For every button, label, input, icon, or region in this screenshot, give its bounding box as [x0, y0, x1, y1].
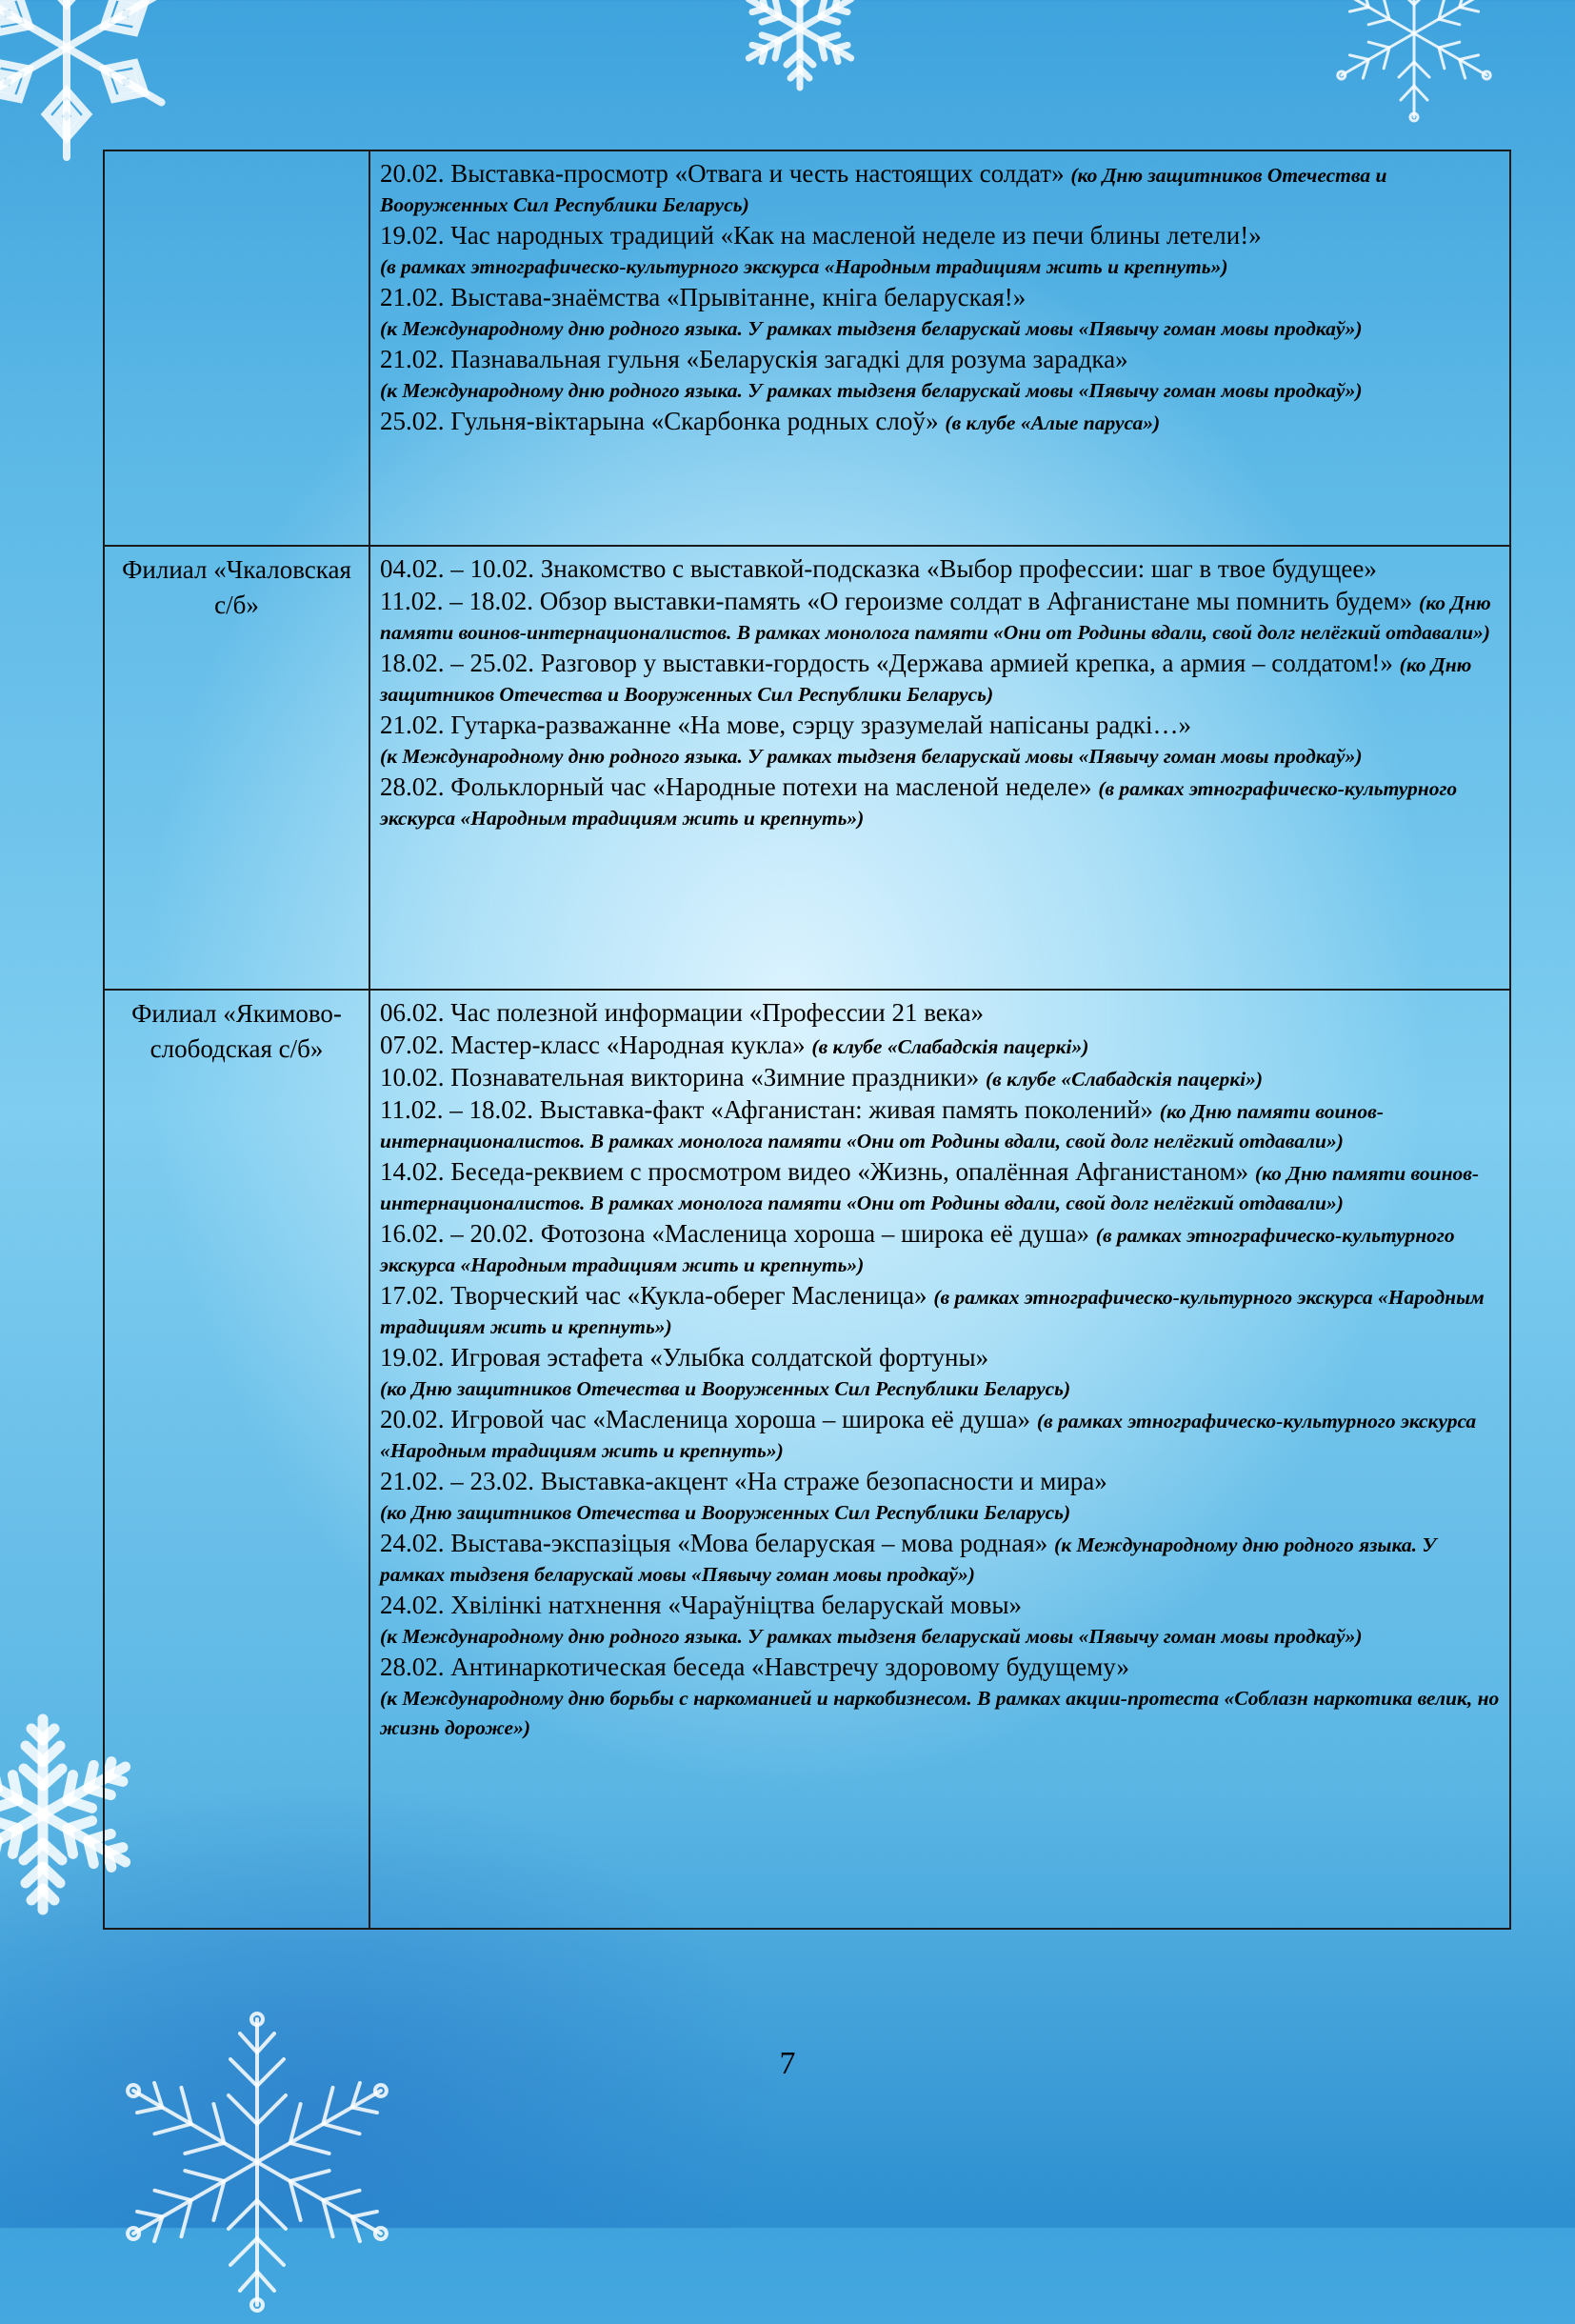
event-note: (в клубе «Слабадскія пацеркі»): [986, 1068, 1264, 1091]
event-item: [380, 1527, 1500, 1589]
event-title: 20.02. Игровой час «Масленица хороша – широка её душа»: [380, 1405, 1037, 1433]
event-note: (в клубе «Алые паруса»): [945, 411, 1161, 434]
event-note: (ко Дню защитников Отечества и Вооруженных Сил Республики Беларусь): [380, 1501, 1071, 1524]
page-number: 7: [779, 2046, 796, 2081]
event-note: (ко Дню защитников Отечества и Вооруженных Сил Республики Беларусь): [380, 1377, 1071, 1400]
event-item: [380, 1279, 1500, 1341]
event-item: [380, 1061, 1500, 1093]
event-item: [380, 1651, 1500, 1742]
event-note: (к Международному дню родного языка. У рамках тыдзеня беларускай мовы «Пявычу гоман мовы продкаў»): [380, 317, 1363, 340]
table-row: [104, 150, 1510, 546]
event-item: [380, 771, 1500, 832]
event-note: (к Международному дню борьбы с наркоманией и наркобизнесом. В рамках акции-протеста «Соблазн наркотика велик, но жизнь дороже»): [380, 1687, 1500, 1739]
event-title: 14.02. Беседа-реквием с просмотром видео «Жизнь, опалённая Афганистаном»: [380, 1157, 1255, 1186]
event-title: 28.02. Антинаркотическая беседа «Навстречу здоровому будущему»: [380, 1653, 1129, 1681]
event-item: [380, 405, 1500, 437]
event-note: (в рамках этнографическо-культурного экскурса «Народным традициям жить и крепнуть»): [380, 255, 1228, 278]
event-note: (ко Дню памяти воинов-интернационалистов. В рамках монолога памяти «Они от Родины вдали, свой долг нелёгкий отдавали»): [380, 591, 1491, 644]
event-note: (к Международному дню родного языка. У рамках тыдзеня беларускай мовы «Пявычу гоман мовы продкаў»): [380, 745, 1363, 768]
event-item: [380, 1589, 1500, 1651]
event-item: [380, 219, 1500, 281]
event-title: 20.02. Выставка-просмотр «Отвага и честь настоящих солдат»: [380, 159, 1071, 188]
event-title: 11.02. – 18.02. Обзор выставки-память «О героизме солдат в Афганистане мы помнить будем»: [380, 587, 1420, 615]
event-item: [380, 1217, 1500, 1279]
event-note: (ко Дню защитников Отечества и Вооруженных Сил Республики Беларусь): [380, 653, 1472, 706]
event-note: (в рамках этнографическо-культурного экскурса «Народным традициям жить и крепнуть»): [380, 1224, 1455, 1276]
event-title: 07.02. Мастер-класс «Народная кукла»: [380, 1031, 812, 1059]
event-note: (к Международному дню родного языка. У рамках тыдзеня беларускай мовы «Пявычу гоман мовы продкаў»): [380, 379, 1363, 402]
event-title: 28.02. Фольклорный час «Народные потехи на масленой неделе»: [380, 772, 1099, 801]
event-title: 21.02. – 23.02. Выставка-акцент «На страже безопасности и мира»: [380, 1467, 1107, 1495]
table-row: [104, 546, 1510, 990]
event-item: [380, 1403, 1500, 1465]
event-title: 06.02. Час полезной информации «Профессии 21 века»: [380, 998, 984, 1027]
event-title: 21.02. Пазнавальная гульня «Беларускія загадкі для розума зарадка»: [380, 345, 1128, 373]
event-item: [380, 343, 1500, 405]
event-item: [380, 281, 1500, 343]
events-cell: [369, 150, 1510, 546]
event-note: (в рамках этнографическо-культурного экскурса «Народным традициям жить и крепнуть»): [380, 1410, 1477, 1462]
event-note: (ко Дню памяти воинов-интернационалистов. В рамках монолога памяти «Они от Родины вдали, свой долг нелёгкий отдавали»): [380, 1162, 1480, 1214]
event-note: (в клубе «Слабадскія пацеркі»): [811, 1035, 1089, 1058]
branch-cell: Филиал «Чкаловская с/б»: [104, 546, 369, 990]
event-title: 25.02. Гульня-віктарына «Скарбонка родных слоў»: [380, 407, 946, 435]
event-note: (к Международному дню родного языка. У рамках тыдзеня беларускай мовы «Пявычу гоман мовы продкаў»): [380, 1625, 1363, 1648]
event-item: [380, 996, 1500, 1029]
event-title: 21.02. Выстава-знаёмства «Прывітанне, кніга беларуская!»: [380, 283, 1027, 311]
snowflake-top-right-icon: [1324, 0, 1505, 124]
event-title: 18.02. – 25.02. Разговор у выставки-гордость «Держава армией крепка, а армия – солдатом!»: [380, 649, 1400, 677]
event-item: [380, 1029, 1500, 1061]
event-item: [380, 552, 1500, 585]
event-title: 19.02. Час народных традиций «Как на масленой неделе из печи блины летели!»: [380, 221, 1262, 250]
event-title: 11.02. – 18.02. Выставка-факт «Афганистан: живая память поколений»: [380, 1095, 1160, 1124]
branch-cell: Филиал «Якимово-слободская с/б»: [104, 990, 369, 1929]
event-title: 17.02. Творческий час «Кукла-оберег Масленица»: [380, 1281, 934, 1310]
event-title: 04.02. – 10.02. Знакомство с выставкой-подсказка «Выбор профессии: шаг в твое будущее»: [380, 554, 1377, 583]
events-cell: [369, 546, 1510, 990]
event-item: [380, 647, 1500, 709]
event-note: (ко Дню памяти воинов-интернационалистов. В рамках монолога памяти «Они от Родины вдали, свой долг нелёгкий отдавали»): [380, 1100, 1384, 1152]
event-title: 24.02. Выстава-экспазіцыя «Мова беларуская – мова родная»: [380, 1529, 1055, 1557]
event-title: 16.02. – 20.02. Фотозона «Масленица хороша – широка её душа»: [380, 1219, 1096, 1248]
event-item: [380, 585, 1500, 647]
event-item: [380, 1093, 1500, 1155]
event-item: [380, 1155, 1500, 1217]
events-cell: [369, 990, 1510, 1929]
event-title: 24.02. Хвілінкі натхнення «Чараўніцтва беларускай мовы»: [380, 1591, 1022, 1619]
event-item: [380, 1341, 1500, 1403]
event-title: 10.02. Познавательная викторина «Зимние праздники»: [380, 1063, 986, 1092]
event-note: (в рамках этнографическо-культурного экскурса «Народным традициям жить и крепнуть»): [380, 777, 1458, 830]
snowflake-top-left-icon: [0, 0, 190, 171]
table-row: [104, 990, 1510, 1929]
event-title: 19.02. Игровая эстафета «Улыбка солдатской фортуны»: [380, 1343, 989, 1372]
event-item: [380, 157, 1500, 219]
event-title: 21.02. Гутарка-разважанне «На мове, сэрцу зразумелай напісаны радкі…»: [380, 711, 1192, 739]
event-note: (ко Дню защитников Отечества и Вооруженных Сил Республики Беларусь): [380, 164, 1387, 216]
event-note: (в рамках этнографическо-культурного экскурса «Народным традициям жить и крепнуть»): [380, 1286, 1485, 1338]
branch-cell: [104, 150, 369, 546]
event-item: [380, 1465, 1500, 1527]
events-table: [103, 150, 1511, 1930]
event-note: (к Международному дню родного языка. У рамках тыдзеня беларускай мовы «Пявычу гоман мовы продкаў»): [380, 1533, 1437, 1586]
snowflake-top-center-icon: [733, 0, 867, 95]
event-item: [380, 709, 1500, 771]
